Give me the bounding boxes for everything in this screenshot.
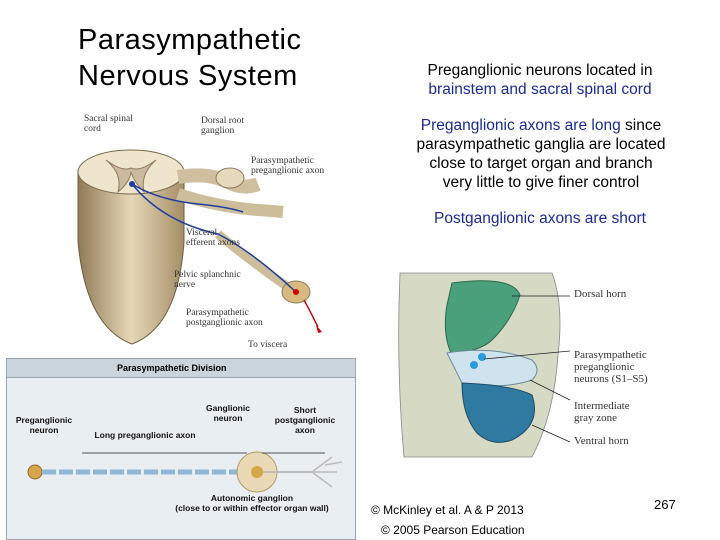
bullet-3: Postganglionic axons are short xyxy=(434,210,646,227)
slide-title xyxy=(78,22,348,94)
cross-section-figure xyxy=(392,265,714,465)
bullet-2 xyxy=(380,116,702,192)
title-line-2: Nervous System xyxy=(78,60,298,92)
spinal-cord-figure xyxy=(68,112,368,357)
label-intermediate-zone: Intermediate gray zone xyxy=(574,400,630,424)
label-visceral-efferent: Visceral efferent axons xyxy=(186,228,240,248)
label-ganglionic-neuron: Ganglionic neuron xyxy=(206,403,250,423)
bullet-2-rest: since xyxy=(620,117,662,134)
bullet-1-line-2: brainstem and sacral spinal cord xyxy=(428,81,652,98)
label-ventral-horn: Ventral horn xyxy=(574,435,629,447)
label-dorsal-horn: Dorsal horn xyxy=(574,288,627,300)
label-short-axon: Short postganglionic axon xyxy=(274,405,336,435)
division-figure xyxy=(6,358,356,540)
division-illustration xyxy=(7,377,355,539)
label-para-post-axon: Parasympathetic postganglionic axon xyxy=(186,308,263,328)
credit-mckinley: © McKinley et al. A & P 2013 xyxy=(371,503,524,517)
bullet-2-line-4: very little to give finer control xyxy=(442,174,640,191)
page-number: 267 xyxy=(654,497,676,512)
label-pelvic-splanchnic: Pelvic splanchnic nerve xyxy=(174,270,241,290)
bullet-2-line-3: close to target organ and branch xyxy=(429,155,653,172)
bullet-2-line-2: parasympathetic ganglia are located xyxy=(416,136,666,153)
cross-section-illustration xyxy=(392,265,714,465)
label-preganglionic-neuron: Preganglionic neuron xyxy=(15,415,73,435)
label-para-neurons: Parasympathetic preganglionic neurons (S1–S5) xyxy=(574,349,648,385)
bullet-2-highlight: Preganglionic axons are long xyxy=(420,117,621,134)
bullet-1-line-1: Preganglionic neurons located in xyxy=(427,62,653,79)
division-header: Parasympathetic Division xyxy=(7,359,355,378)
title-line-1: Parasympathetic xyxy=(78,24,302,56)
label-sacral-spinal-cord: Sacral spinal cord xyxy=(84,114,133,134)
bullet-1 xyxy=(385,61,695,99)
label-para-pre-axon: Parasympathetic preganglionic axon xyxy=(251,156,325,176)
label-autonomic-ganglion: Autonomic ganglion (close to or within effector organ wall) xyxy=(175,493,329,513)
credit-pearson: © 2005 Pearson Education xyxy=(381,523,525,537)
label-dorsal-root-ganglion: Dorsal root ganglion xyxy=(201,116,245,136)
label-to-viscera: To viscera xyxy=(248,340,288,350)
label-long-axon: Long preganglionic axon xyxy=(94,430,196,440)
